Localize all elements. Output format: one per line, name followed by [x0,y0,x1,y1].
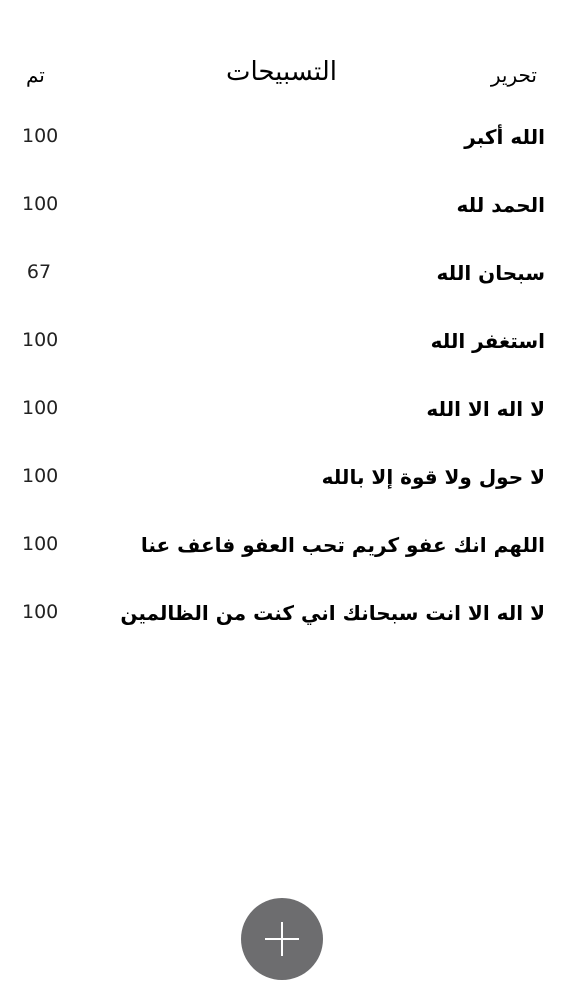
page-title: التسبيحات [225,57,338,87]
tasbih-list [0,102,563,646]
tasbih-count: 100 [22,397,59,419]
tasbih-count: 100 [22,533,59,555]
plus-icon [265,922,299,956]
tasbih-row[interactable] [0,170,563,238]
tasbih-label: اللهم انك عفو كريم تحب العفو فاعف عنا [140,533,545,557]
tasbih-count: 100 [22,329,59,351]
tasbih-row[interactable] [0,510,563,578]
add-tasbih-button[interactable] [241,898,323,980]
tasbih-row[interactable] [0,238,563,306]
tasbih-count: 100 [22,193,59,215]
tasbih-row[interactable] [0,374,563,442]
tasbih-count: 100 [22,465,59,487]
tasbih-row[interactable] [0,102,563,170]
tasbih-label: الله أكبر [464,125,545,149]
done-button[interactable]: تم [26,63,45,87]
tasbih-label: استغفر الله [430,329,545,353]
tasbih-label: الحمد لله [456,193,545,217]
navigation-bar [0,50,563,100]
tasbih-count: 100 [22,125,59,147]
edit-button[interactable]: تحرير [490,63,537,87]
tasbih-label: لا اله الا انت سبحانك اني كنت من الظالمين [120,601,545,625]
tasbih-row[interactable] [0,578,563,646]
tasbih-count: 67 [26,261,52,283]
tasbih-row[interactable] [0,442,563,510]
tasbih-count: 100 [22,601,59,623]
tasbih-label: سبحان الله [436,261,545,285]
tasbih-row[interactable] [0,306,563,374]
tasbih-label: لا حول ولا قوة إلا بالله [321,465,545,489]
tasbih-label: لا اله الا الله [426,397,545,421]
